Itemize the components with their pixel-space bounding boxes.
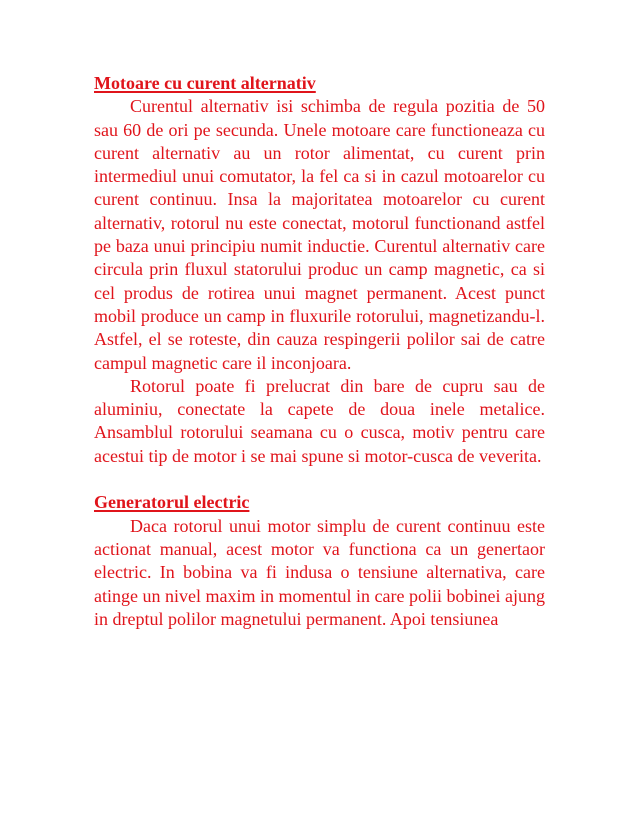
paragraph-ac-current: Curentul alternativ isi schimba de regula pozitia de 50 sau 60 de ori pe secunda. Unele motoare care functioneaza cu curent alternativ au un rotor alimentat, cu curent prin intermediul unui comutator, la fel ca si in cazul motoarelor cu curent continuu. Insa la majoritatea motoarelor cu curent alternativ, rotorul nu este conectat, motorul functionand astfel pe baza unui principiu numit inductie. Curentul alternativ care circula prin fluxul statorului produc un camp magnetic, ca si cel produs de rotirea unui magnet permanent. Acest punct mobil produce un camp in fluxurile rotorului, magnetizandu-l. Astfel, el se roteste, din cauza respingerii polilor sai de catre campul magnetic care il inconjoara. [94, 96, 545, 373]
section-spacer [94, 468, 545, 491]
section-heading-generator: Generatorul electric [94, 492, 250, 513]
paragraph-rotor: Rotorul poate fi prelucrat din bare de cupru sau de aluminiu, conectate la capete de doua inele metalice. Ansamblul rotorului seamana cu o cusca, motiv pentru care acestui tip de motor i se mai spune si motor-cusca de veverita. [94, 375, 545, 466]
section-heading-ac-motors: Motoare cu curent alternativ [94, 73, 316, 93]
document-page [94, 72, 545, 631]
paragraph-generator: Daca rotorul unui motor simplu de curent continuu este actionat manual, acest motor va functiona ca un genertaor electric. In bobina va fi indusa o tensiune alternativa, care atinge un nivel maxim in momentul in care polii bobinei ajung in dreptul polilor magnetului permanent. Apoi tensiunea [94, 515, 545, 629]
